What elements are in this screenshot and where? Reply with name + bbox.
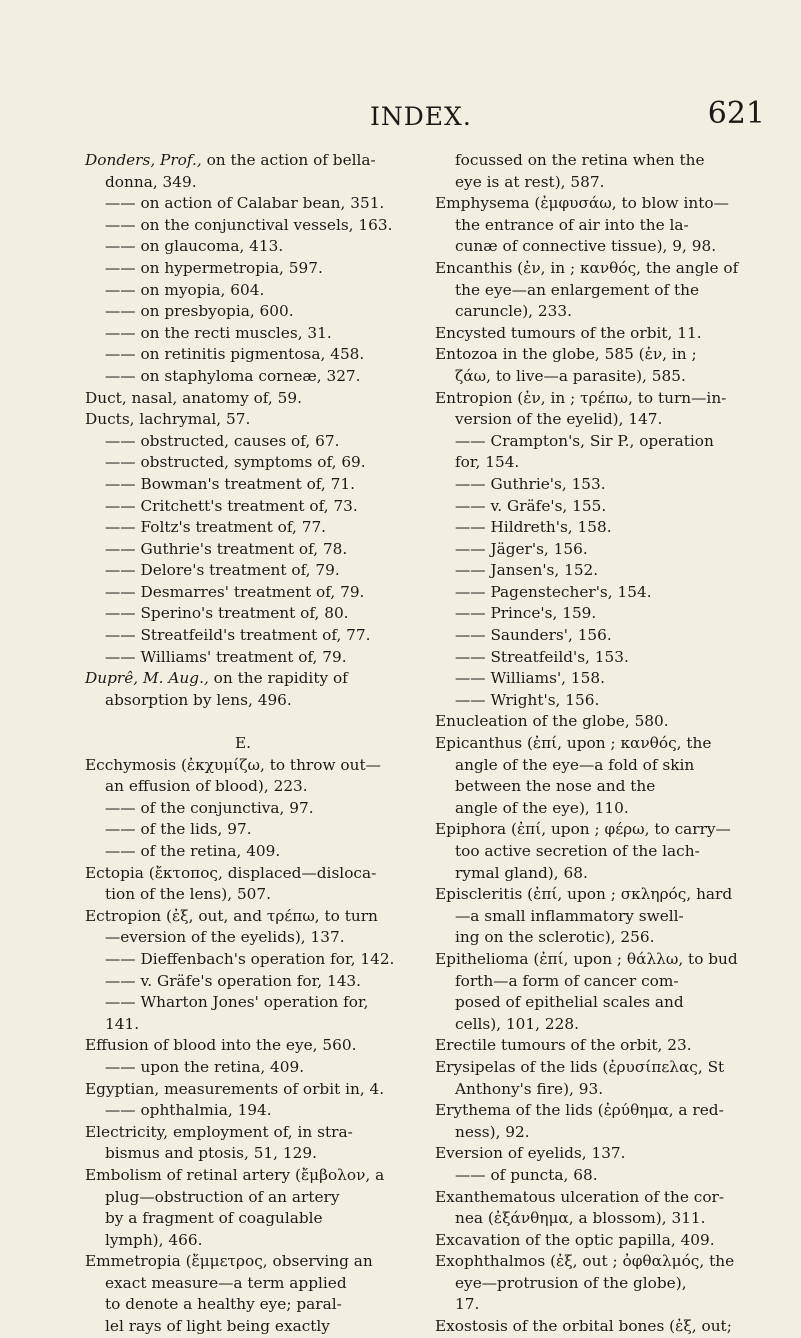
index-subentry: —— Williams' treatment of, 79. [105,647,347,666]
index-entry: Eversion of eyelids, 137. [435,1144,626,1163]
index-continuation-line: ness), 92. [455,1122,530,1141]
index-continuation-line: eye—protrusion of the globe), [455,1273,687,1292]
index-continuation-line: lel rays of light being exactly [105,1317,330,1336]
index-entry: Duprê, M. Aug., on the rapidity of [85,669,348,688]
index-subentry: —— Wright's, 156. [455,690,600,709]
section-gap [85,711,405,733]
index-entry: Ectropion (ἐξ, out, and τρέπω, to turn [85,906,378,925]
index-column-right [435,150,770,1338]
index-continuation-line: absorption by lens, 496. [105,690,292,709]
index-entry: Donders, Prof., on the action of bella- [85,151,376,169]
index-entry: Egyptian, measurements of orbit in, 4. [85,1079,385,1098]
index-entry: Embolism of retinal artery (ἔμβολον, a [85,1165,385,1184]
index-subentry: —— on myopia, 604. [105,280,265,299]
index-continuation-line: lymph), 466. [105,1230,203,1249]
index-continuation-line: tion of the lens), 507. [105,885,272,904]
index-subentry: —— Prince's, 159. [455,604,597,623]
index-continuation-line: nea (ἐξάνθημα, a blossom), 311. [455,1209,706,1228]
index-entry: Electricity, employment of, in stra- [85,1122,353,1141]
index-subentry: —— ophthalmia, 194. [105,1101,272,1120]
index-entry: Epicanthus (ἐπί, upon ; κανθός, the [435,734,712,753]
index-entry: Entozoa in the globe, 585 (ἐν, in ; [435,345,697,364]
index-subentry: —— obstructed, symptoms of, 69. [105,453,366,472]
index-subentry: —— on the conjunctival vessels, 163. [105,215,393,234]
running-title: INDEX. [370,102,472,131]
index-continuation-line: caruncle), 233. [455,302,572,321]
index-subentry: —— on the recti muscles, 31. [105,323,332,342]
index-continuation-line: —a small inflammatory swell- [455,906,684,925]
page-number: 621 [707,96,765,131]
index-entry: Exophthalmos (ἐξ, out ; ὀφθαλμός, the [435,1252,735,1271]
index-subentry: —— Hildreth's, 158. [455,518,612,537]
index-subentry: —— Bowman's treatment of, 71. [105,474,355,493]
index-entry: Entropion (ἐν, in ; τρέπω, to turn—in- [435,388,727,407]
index-continuation-line: Anthony's fire), 93. [455,1079,604,1098]
index-continuation-line: an effusion of blood), 223. [105,777,308,796]
index-subentry: —— of the lids, 97. [105,820,252,839]
index-continuation-line: the eye—an enlargement of the [455,280,700,299]
index-subentry: —— Desmarres' treatment of, 79. [105,582,365,601]
index-entry: Erythema of the lids (ἐρύθημα, a red- [435,1101,724,1120]
index-subentry: —— of the conjunctiva, 97. [105,798,314,817]
index-entry: Ducts, lachrymal, 57. [85,410,251,429]
index-entry: Encanthis (ἐν, in ; κανθός, the angle of [435,258,739,277]
index-subentry: —— on action of Calabar bean, 351. [105,194,385,213]
index-subentry: —— Critchett's treatment of, 73. [105,496,358,515]
index-subentry: —— Delore's treatment of, 79. [105,561,340,580]
index-subentry: —— Jansen's, 152. [455,561,599,580]
index-continuation-line: —eversion of the eyelids), 137. [105,928,345,947]
index-entry: Encysted tumours of the orbit, 11. [435,323,702,342]
index-subentry: —— v. Gräfe's, 155. [455,496,607,515]
index-subentry: —— upon the retina, 409. [105,1057,305,1076]
index-subentry: —— on retinitis pigmentosa, 458. [105,345,365,364]
index-subentry: —— Jäger's, 156. [455,539,588,558]
index-continuation-line: rymal gland), 68. [455,863,588,882]
index-continuation-line: 141. [105,1014,140,1033]
index-entry: Epithelioma (ἐπί, upon ; θάλλω, to bud [435,949,738,968]
index-continuation-line: ing on the sclerotic), 256. [455,928,655,947]
index-continuation-line: focussed on the retina when the [455,151,705,169]
index-subentry: —— on staphyloma corneæ, 327. [105,366,361,385]
index-entry: Duct, nasal, anatomy of, 59. [85,388,302,407]
index-entry: Exanthematous ulceration of the cor- [435,1187,725,1206]
index-entry: Exostosis of the orbital bones (ἐξ, out; [435,1317,732,1336]
index-continuation-line: forth—a form of cancer com- [455,971,679,990]
index-continuation-line: 17. [455,1295,480,1314]
index-entry: Emmetropia (ἔμμετρος, observing an [85,1252,373,1271]
index-entry: Effusion of blood into the eye, 560. [85,1036,357,1055]
index-subentry: —— on glaucoma, 413. [105,237,284,256]
page-header [80,96,765,136]
index-subentry: —— Pagenstecher's, 154. [455,582,652,601]
index-entry: Erysipelas of the lids (ἐρυσίπελας, St [435,1057,725,1076]
index-entry: Emphysema (ἐμφυσάω, to blow into— [435,194,729,213]
index-subentry: —— Crampton's, Sir P., operation [455,431,714,450]
index-subentry: —— Guthrie's, 153. [455,474,606,493]
index-subentry: —— Foltz's treatment of, 77. [105,518,327,537]
index-continuation-line: between the nose and the [455,777,656,796]
index-continuation-line: too active secretion of the lach- [455,842,700,860]
index-column-left [85,150,405,1338]
index-continuation-line: for, 154. [455,453,520,472]
index-subentry: —— Williams', 158. [455,669,605,688]
index-entry: Ectopia (ἔκτοπος, displaced—disloca- [85,863,377,882]
index-entry: Excavation of the optic papilla, 409. [435,1230,715,1249]
index-subentry: —— of puncta, 68. [455,1165,598,1184]
index-continuation-line: angle of the eye), 110. [455,798,629,817]
index-entry: Enucleation of the globe, 580. [435,712,669,731]
index-subentry: —— on hypermetropia, 597. [105,258,323,277]
index-entry: Episcleritis (ἐπί, upon ; σκληρός, hard [435,885,733,904]
index-subentry: —— v. Gräfe's operation for, 143. [105,971,362,990]
index-subentry: —— Guthrie's treatment of, 78. [105,539,348,558]
index-continuation-line: by a fragment of coagulable [105,1209,323,1228]
index-subentry: —— Wharton Jones' operation for, [105,993,369,1012]
index-continuation-line: to denote a healthy eye; paral- [105,1295,342,1314]
index-entry: Ecchymosis (ἐκχυμίζω, to throw out— [85,755,381,774]
index-continuation-line: version of the eyelid), 147. [455,410,663,429]
index-continuation-line: ζάω, to live—a parasite), 585. [455,366,686,385]
index-continuation-line: exact measure—a term applied [105,1273,347,1292]
index-subentry: —— on presbyopia, 600. [105,302,294,321]
index-subentry: —— Dieffenbach's operation for, 142. [105,949,395,968]
index-subentry: —— Streatfeild's, 153. [455,647,629,666]
index-continuation-line: cells), 101, 228. [455,1014,579,1033]
index-entry: Erectile tumours of the orbit, 23. [435,1036,692,1055]
index-subentry: —— of the retina, 409. [105,842,281,860]
index-subentry: —— Sperino's treatment of, 80. [105,604,349,623]
index-subentry: —— Streatfeild's treatment of, 77. [105,626,371,645]
index-continuation-line: donna, 349. [105,172,197,191]
index-continuation-line: cunæ of connective tissue), 9, 98. [455,237,717,256]
index-entry: Epiphora (ἐπί, upon ; φέρω, to carry— [435,820,731,839]
index-subentry: —— obstructed, causes of, 67. [105,431,340,450]
index-continuation-line: bismus and ptosis, 51, 129. [105,1144,317,1163]
index-continuation-line: eye is at rest), 587. [455,172,605,191]
index-continuation-line: posed of epithelial scales and [455,993,684,1012]
index-continuation-line: plug—obstruction of an artery [105,1187,340,1206]
section-letter: E. [235,734,252,753]
index-subentry: —— Saunders', 156. [455,626,612,645]
index-continuation-line: the entrance of air into the la- [455,215,689,234]
index-continuation-line: angle of the eye—a fold of skin [455,755,695,774]
